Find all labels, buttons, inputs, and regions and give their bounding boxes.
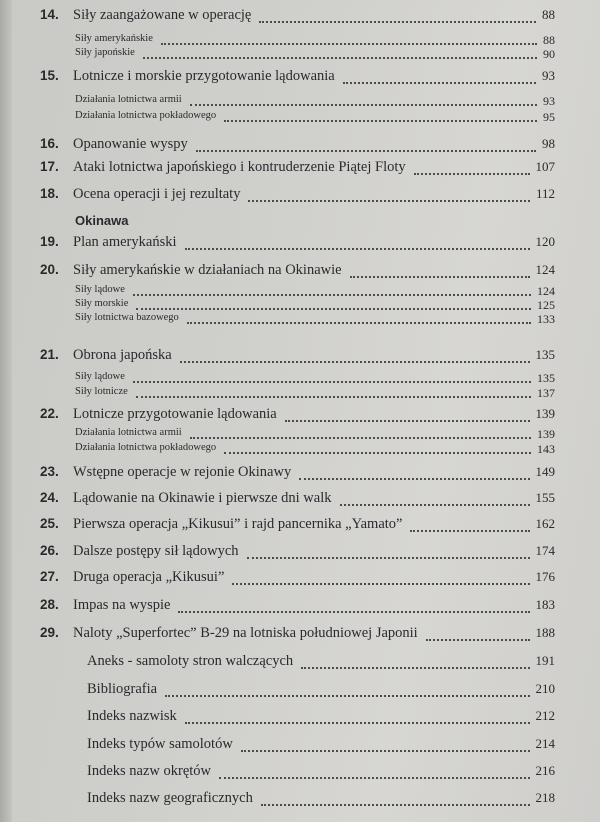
page-number: 149 <box>535 464 555 479</box>
page-number: 214 <box>535 736 555 751</box>
entry-title: Siły lotnicze <box>75 386 128 397</box>
chapter-number: 29. <box>40 625 59 640</box>
dot-leader <box>299 477 529 480</box>
dot-leader <box>340 503 530 506</box>
page-number: 88 <box>543 33 555 47</box>
entry-title: Siły amerykańskie w działaniach na Okinawie <box>73 262 342 278</box>
chapter-number: 23. <box>40 464 59 479</box>
page-number: 125 <box>537 298 555 312</box>
dot-leader <box>343 81 536 84</box>
dot-leader <box>224 451 531 454</box>
page-number: 174 <box>535 543 555 558</box>
page-number: 88 <box>542 7 555 22</box>
dot-leader <box>410 529 529 532</box>
entry-title: Siły zaangażowane w operację <box>73 7 252 23</box>
dot-leader <box>219 776 529 779</box>
dot-leader <box>414 172 530 175</box>
page-number: 135 <box>535 347 555 362</box>
page-number: 143 <box>537 442 555 456</box>
entry-title: Ocena operacji i jej rezultaty <box>73 186 241 202</box>
chapter-number: 14. <box>40 7 59 22</box>
entry-title: Lotnicze przygotowanie lądowania <box>73 406 277 422</box>
dot-leader <box>248 199 530 202</box>
page-number: 107 <box>535 159 555 174</box>
page-number: 218 <box>535 790 555 805</box>
page-number: 212 <box>535 708 555 723</box>
dot-leader <box>136 307 531 310</box>
dot-leader <box>224 119 537 122</box>
entry-title: Siły amerykańskie <box>75 33 153 44</box>
entry-title: Siły lotnictwa bazowego <box>75 312 179 323</box>
dot-leader <box>196 149 536 152</box>
entry-title: Wstępne operacje w rejonie Okinawy <box>73 464 292 480</box>
dot-leader <box>241 749 530 752</box>
entry-title: Działania lotnictwa pokładowego <box>75 442 217 453</box>
page-number: 191 <box>535 653 555 668</box>
entry-title: Indeks nazw geograficznych <box>87 790 253 806</box>
entry-title: Naloty „Superfortec” B-29 na lotniska południowej Japonii <box>73 625 418 641</box>
dot-leader <box>190 436 531 439</box>
chapter-number: 27. <box>40 569 59 584</box>
page-number: 112 <box>535 186 555 201</box>
entry-title: Indeks nazw okrętów <box>87 763 212 779</box>
page-number: 95 <box>543 110 555 124</box>
dot-leader <box>178 610 529 613</box>
page-number: 162 <box>535 516 555 531</box>
page-number: 216 <box>535 763 555 778</box>
page-number: 176 <box>535 569 555 584</box>
chapter-number: 28. <box>40 597 59 612</box>
dot-leader <box>426 638 530 641</box>
dot-leader <box>180 360 530 363</box>
entry-title: Siły lądowe <box>75 371 125 382</box>
entry-title: Indeks nazwisk <box>87 708 177 724</box>
page-number: 120 <box>535 234 555 249</box>
dot-leader <box>136 395 531 398</box>
dot-leader <box>232 582 529 585</box>
entry-title: Obrona japońska <box>73 347 172 363</box>
entry-title: Opanowanie wyspy <box>73 136 188 152</box>
chapter-number: 19. <box>40 234 59 249</box>
entry-title: Druga operacja „Kikusui” <box>73 569 225 585</box>
entry-title: Indeks typów samolotów <box>87 736 233 752</box>
dot-leader <box>133 293 531 296</box>
dot-leader <box>350 275 530 278</box>
entry-title: Lotnicze i morskie przygotowanie lądowania <box>73 68 335 84</box>
dot-leader <box>301 666 529 669</box>
entry-title: Działania lotnictwa armii <box>75 94 182 105</box>
entry-title: Plan amerykański <box>73 234 177 250</box>
chapter-number: 24. <box>40 490 59 505</box>
chapter-number: 17. <box>40 159 59 174</box>
page-number: 139 <box>535 406 555 421</box>
page-number: 188 <box>535 625 555 640</box>
entry-title: Dalsze postępy sił lądowych <box>73 543 239 559</box>
entry-title: Działania lotnictwa pokładowego <box>75 110 217 121</box>
entry-title: Siły japońskie <box>75 47 135 58</box>
chapter-number: 22. <box>40 406 59 421</box>
page-number: 98 <box>542 136 555 151</box>
page-number: 124 <box>535 262 555 277</box>
entry-title: Bibliografia <box>87 681 158 697</box>
dot-leader <box>187 321 531 324</box>
page-number: 210 <box>535 681 555 696</box>
section-heading: Okinawa <box>75 213 129 228</box>
dot-leader <box>259 20 536 23</box>
dot-leader <box>247 556 530 559</box>
entry-title: Siły lądowe <box>75 284 125 295</box>
page-number: 139 <box>537 427 555 441</box>
chapter-number: 21. <box>40 347 59 362</box>
dot-leader <box>190 103 537 106</box>
dot-leader <box>261 803 530 806</box>
chapter-number: 16. <box>40 136 59 151</box>
dot-leader <box>161 42 537 45</box>
dot-leader <box>285 419 530 422</box>
chapter-number: 26. <box>40 543 59 558</box>
entry-title: Siły morskie <box>75 298 129 309</box>
chapter-number: 15. <box>40 68 59 83</box>
dot-leader <box>185 247 530 250</box>
page-number: 90 <box>543 47 555 61</box>
chapter-number: 18. <box>40 186 59 201</box>
chapter-number: 25. <box>40 516 59 531</box>
dot-leader <box>185 721 530 724</box>
page-number: 124 <box>537 284 555 298</box>
page-number: 93 <box>542 68 555 83</box>
entry-title: Aneks - samoloty stron walczących <box>87 653 294 669</box>
dot-leader <box>143 56 537 59</box>
entry-title: Lądowanie na Okinawie i pierwsze dni walk <box>73 490 332 506</box>
page-number: 183 <box>535 597 555 612</box>
page-number: 135 <box>537 371 555 385</box>
entry-title: Ataki lotnictwa japońskiego i kontruderzenie Piątej Floty <box>73 159 406 175</box>
entry-title: Działania lotnictwa armii <box>75 427 182 438</box>
entry-title: Pierwsza operacja „Kikusui” i rajd pancernika „Yamato” <box>73 516 403 532</box>
page-number: 133 <box>537 312 555 326</box>
page-number: 137 <box>537 386 555 400</box>
dot-leader <box>133 380 531 383</box>
page-number: 155 <box>535 490 555 505</box>
page-number: 93 <box>543 94 555 108</box>
dot-leader <box>165 694 529 697</box>
chapter-number: 20. <box>40 262 59 277</box>
entry-title: Impas na wyspie <box>73 597 171 613</box>
